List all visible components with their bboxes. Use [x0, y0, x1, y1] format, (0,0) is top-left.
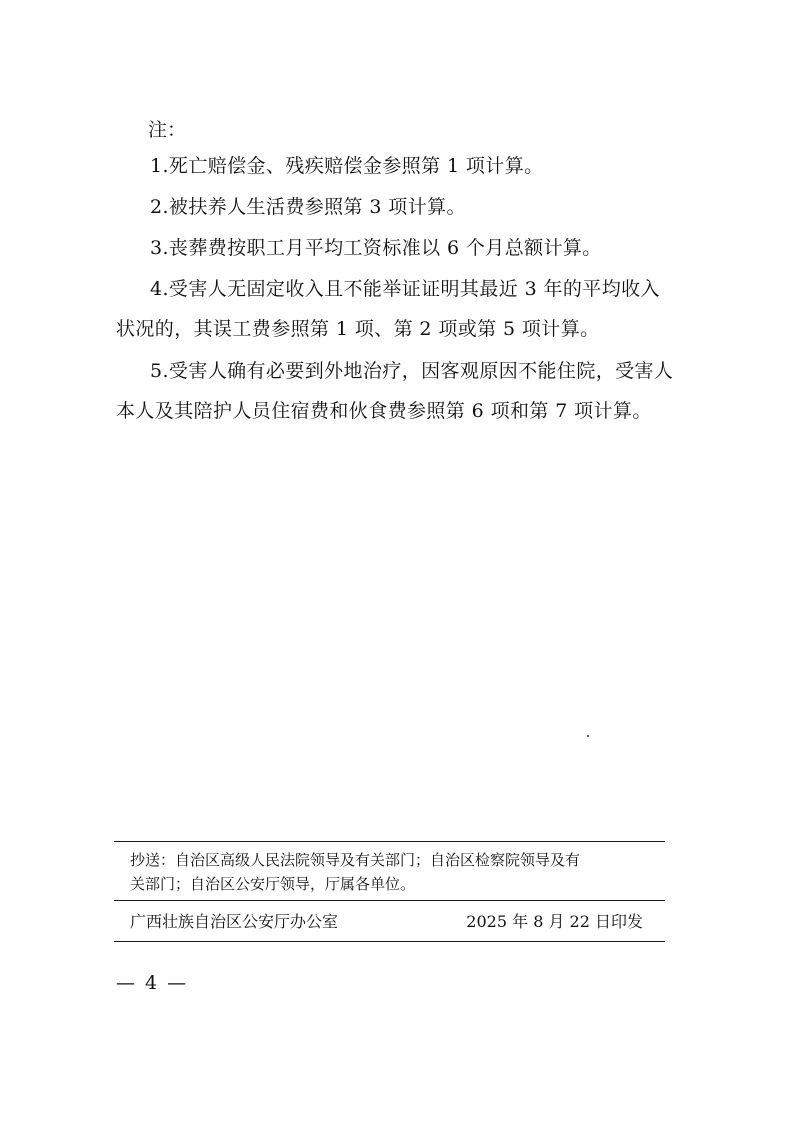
issuance-row — [130, 908, 643, 936]
note-item-4: 4.受害人无固定收入且不能举证证明其最近 3 年的平均收入状况的，其误工费参照第 1 项、第 2 项或第 5 项计算。 — [116, 278, 660, 340]
issuing-office: 广西壮族自治区公安厅办公室 — [130, 912, 339, 931]
note-item-5: 5.受害人确有必要到外地治疗，因客观原因不能住院，受害人本人及其陪护人员住宿费和伙食费参照第 6 项和第 7 项计算。 — [116, 360, 674, 422]
distribution-line-1: 自治区高级人民法院领导及有关部门；自治区检察院领导及有 — [175, 851, 581, 869]
distribution-block — [130, 848, 655, 896]
print-date: 2025 年 8 月 22 日印发 — [466, 912, 643, 931]
divider-top — [114, 841, 665, 842]
stray-dot — [587, 735, 589, 737]
note-item-1: 1.死亡赔偿金、残疾赔偿金参照第 1 项计算。 — [150, 155, 544, 177]
distribution-label: 抄送： — [130, 851, 176, 869]
page-number: — 4 — — [116, 972, 189, 994]
distribution-line-2: 关部门；自治区公安厅领导，厅属各单位。 — [130, 875, 416, 893]
divider-bottom — [114, 941, 665, 942]
divider-middle — [114, 900, 665, 901]
note-item-3: 3.丧葬费按职工月平均工资标准以 6 个月总额计算。 — [150, 237, 602, 259]
note-item-2: 2.被扶养人生活费参照第 3 项计算。 — [150, 196, 466, 218]
notes-heading: 注： — [148, 119, 187, 141]
